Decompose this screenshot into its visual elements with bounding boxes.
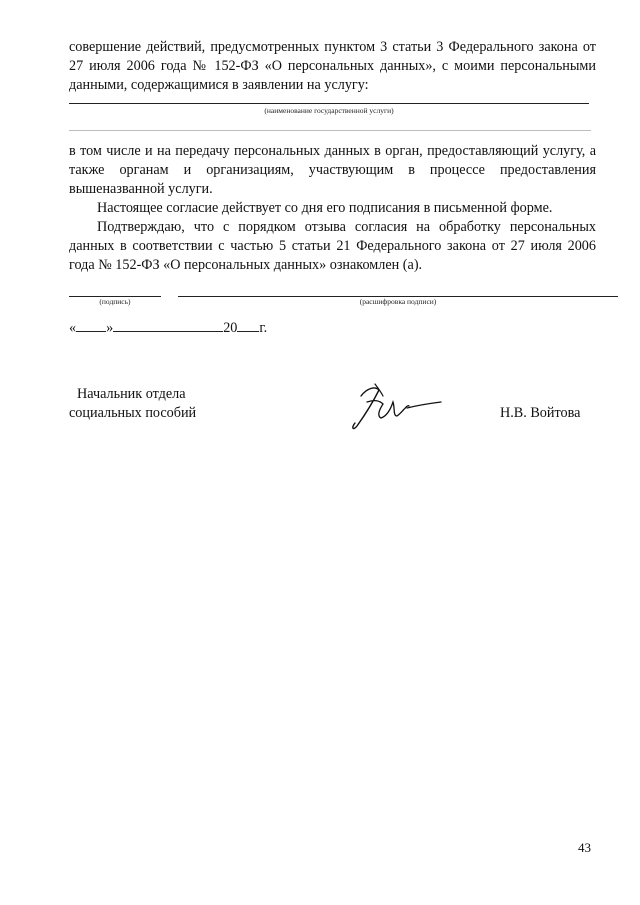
service-name-line-2 (69, 130, 591, 131)
paragraph-transfer: в том числе и на передачу персональных данных в орган, предоставляющий услугу, а также органам и организациям, участвующим в процессе предоставления вышеназванной услуги. (69, 143, 596, 197)
consent-text-top (69, 38, 596, 95)
position-line-2: социальных пособий (69, 405, 197, 421)
signature-caption: (подпись) (99, 297, 131, 306)
service-name-line (69, 103, 589, 104)
date-field (69, 318, 267, 338)
signatory-position (69, 385, 196, 423)
position-line-1: Начальник отдела (77, 386, 186, 402)
paragraph-consent-actions: совершение действий, предусмотренных пунктом 3 статьи 3 Федерального закона от 27 июля 2006 года № 152-ФЗ «О персональных данных», с моими персональными данными, содержащимися в заявлении на услугу: (69, 39, 596, 93)
paragraph-validity: Настоящее согласие действует со дня его подписания в письменной форме. (97, 200, 553, 216)
year-prefix: 20 (223, 320, 238, 336)
day-blank (76, 318, 106, 332)
month-blank (113, 318, 223, 332)
service-name-caption: (наименование государственной услуги) (264, 106, 394, 115)
year-blank (237, 318, 259, 332)
date-open-quote: « (69, 320, 77, 336)
signature-decoding-caption: (расшифровка подписи) (359, 297, 437, 306)
year-suffix: г. (259, 320, 268, 336)
date-close-quote: » (106, 320, 114, 336)
signatory-name: Н.В. Войтова (500, 405, 581, 421)
handwritten-signature (345, 378, 445, 438)
page-number: 43 (578, 840, 591, 855)
paragraph-confirmation: Подтверждаю, что с порядком отзыва согласия на обработку персональных данных в соответствии с частью 5 статьи 21 Федерального закона от 27 июля 2006 года № 152-ФЗ «О персональных данных» ознакомлен (а). (69, 219, 596, 273)
consent-text-middle (69, 142, 596, 275)
